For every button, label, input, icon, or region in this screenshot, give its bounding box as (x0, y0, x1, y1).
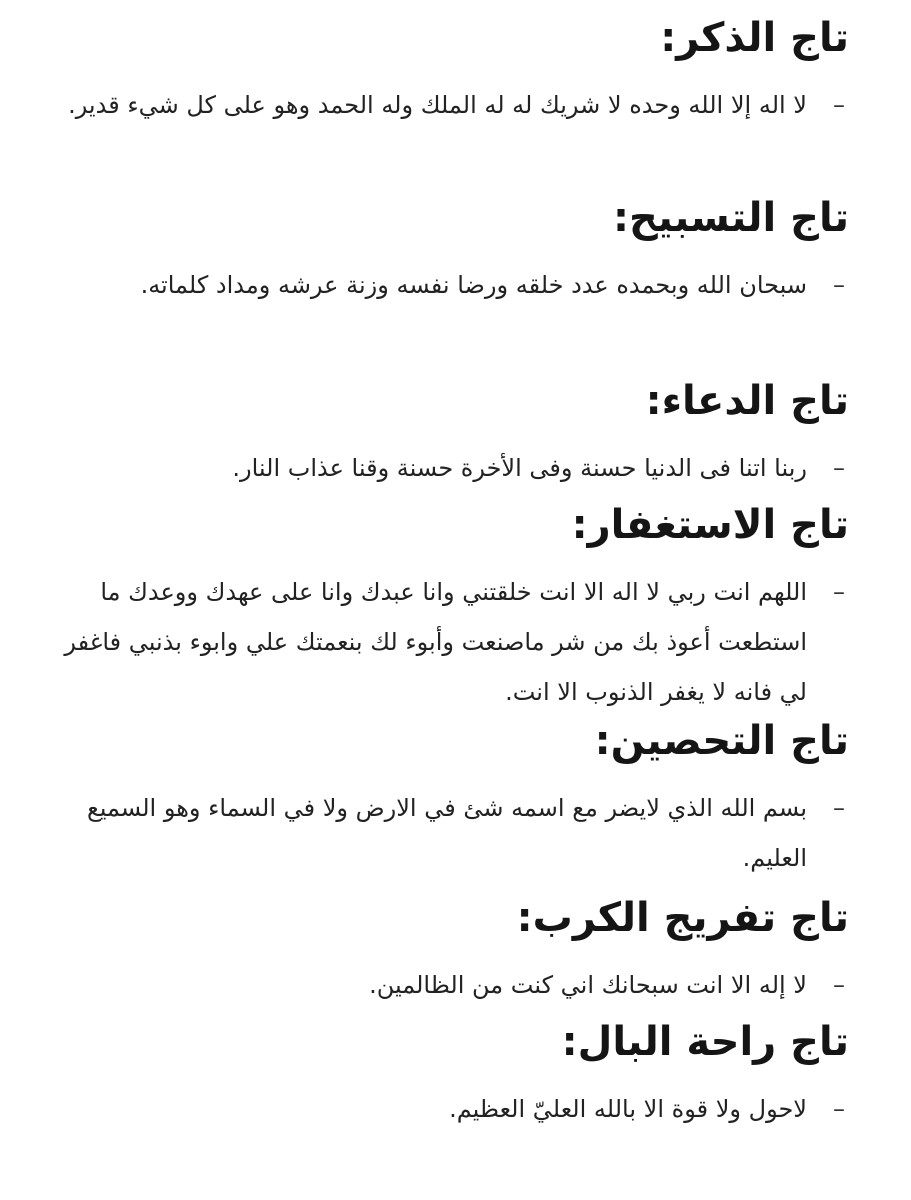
item-text: اللهم انت ربي لا اله الا انت خلقتني وانا عبدك وانا على عهدك ووعدك ما استطعت أعوذ بك من شر ماصنعت وأبوء لك بنعمتك علي وابوء بذنبي فاغفر لي فانه لا يغفر الذنوب الا انت. (64, 578, 807, 706)
item-text: لا إله الا انت سبحانك اني كنت من الظالمين. (369, 971, 807, 999)
list-item (50, 260, 849, 310)
dash-bullet: – (833, 271, 845, 299)
dash-bullet: – (833, 91, 845, 119)
item-text: سبحان الله وبحمده عدد خلقه ورضا نفسه وزنة عرشه ومداد كلماته. (140, 271, 807, 299)
list-item (50, 80, 849, 130)
section-title: تاج الاستغفار: (571, 502, 849, 548)
section-tafreej-alkarb (50, 880, 849, 1004)
section-tahseen (50, 703, 849, 880)
dash-bullet: – (833, 971, 845, 999)
section-title: تاج التسبيح: (612, 195, 849, 241)
section-title: تاج الذكر: (660, 15, 849, 61)
section-dua (50, 363, 849, 487)
item-text: بسم الله الذي لايضر مع اسمه شئ في الارض ولا في السماء وهو السميع العليم. (86, 794, 807, 872)
dash-bullet: – (833, 1095, 845, 1123)
section-rahat-albal (50, 1004, 849, 1164)
section-title: تاج راحة البال: (561, 1019, 849, 1065)
dash-bullet: – (833, 454, 845, 482)
list-item (50, 443, 849, 493)
list-item (50, 960, 849, 1010)
dash-bullet: – (833, 578, 845, 606)
section-tasbih (50, 180, 849, 363)
dash-bullet: – (833, 794, 845, 822)
list-item (50, 1084, 849, 1134)
section-istighfar (50, 487, 849, 706)
section-title: تاج التحصين: (594, 718, 849, 764)
item-text: ربنا اتنا فى الدنيا حسنة وفى الأخرة حسنة وقنا عذاب النار. (232, 454, 807, 482)
item-text: لاحول ولا قوة الا بالله العليّ العظيم. (449, 1095, 807, 1123)
section-title: تاج تفريج الكرب: (516, 895, 849, 941)
list-item (50, 783, 849, 883)
section-title: تاج الدعاء: (645, 378, 849, 424)
section-dhikr (50, 0, 849, 180)
list-item (50, 567, 849, 717)
item-text: لا اله إلا الله وحده لا شريك له له الملك وله الحمد وهو على كل شيء قدير. (68, 91, 807, 119)
